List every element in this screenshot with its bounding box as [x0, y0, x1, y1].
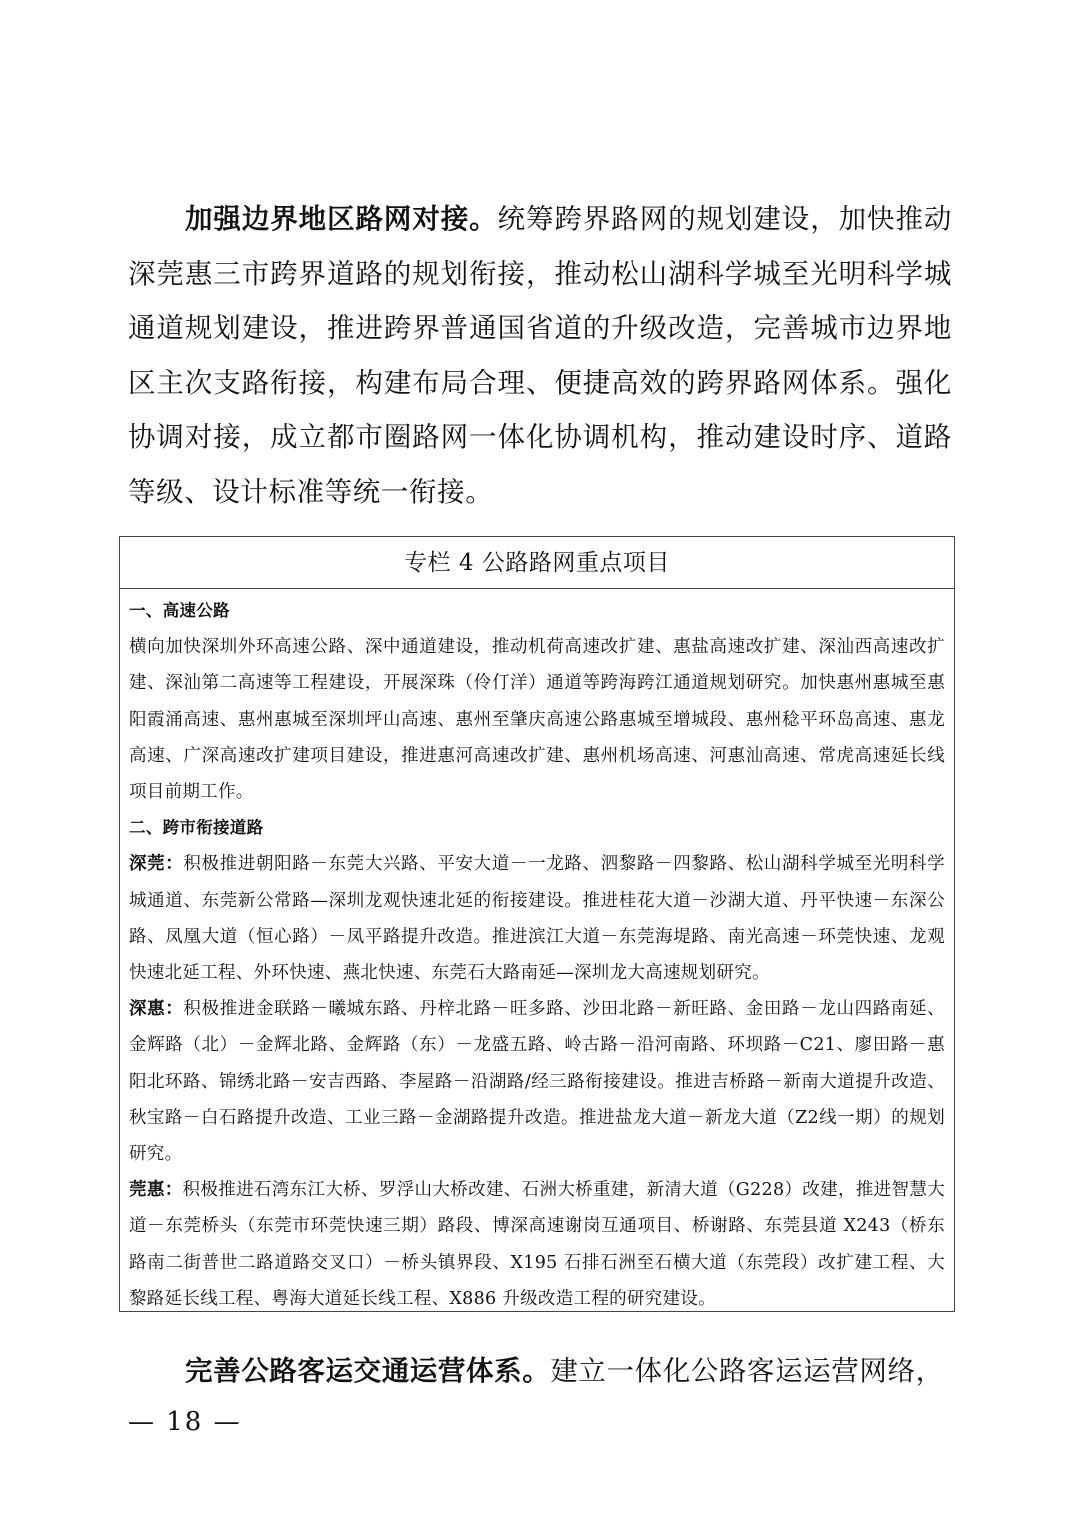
item-text: 积极推进石湾东江大桥、罗浮山大桥改建、石洲大桥重建，新清大道（G228）改建，推进智慧大道－东莞桥头（东莞市环莞快速三期）路段、博深高速谢岗互通项目、桥谢路、东莞县道 X243（桥东路南二街普世二路道路交叉口）－桥头镇界段、X195 石排石洲至石横大道（东莞段）改扩建工程、大黎路延长线工程、粤海大道延长线工程、X886 升级改造工程的研究建设。: [129, 1180, 945, 1309]
paragraph-border-road-network: [128, 192, 952, 519]
paragraph-text: 统筹跨界路网的规划建设，加快推动深莞惠三市跨界道路的规划衔接，推动松山湖科学城至光明科学城通道规划建设，推进跨界普通国省道的升级改造，完善城市边界地区主次支路衔接，构建布局合理、便捷高效的跨界路网体系。强化协调对接，成立都市圈路网一体化协调机构，推动建设时序、道路等级、设计标准等统一衔接。: [128, 203, 952, 508]
paragraph-lead: 完善公路客运交通运营体系。: [185, 1355, 551, 1387]
section-item-expressway: [129, 629, 945, 810]
paragraph-text: 建立一体化公路客运运营网络，: [550, 1355, 944, 1387]
region-label: 深惠：: [129, 999, 184, 1020]
feature-box-highway-projects: [119, 536, 955, 1312]
section-item-shenzhen-huizhou: [129, 991, 945, 1172]
item-text: 横向加快深圳外环高速公路、深中通道建设，推动机荷高速改扩建、惠盐高速改扩建、深汕西高速改扩建、深汕第二高速等工程建设，开展深珠（伶仃洋）通道等跨海跨江通道规划研究。加快惠州惠城至惠阳霞涌高速、惠州惠城至深圳坪山高速、惠州至肇庆高速公路惠城至增城段、惠州稔平环岛高速、惠龙高速、广深高速改扩建项目建设，推进惠河高速改扩建、惠州机场高速、河惠汕高速、常虎高速延长线项目前期工作。: [129, 637, 945, 803]
section-item-dongguan-huizhou: [129, 1172, 945, 1317]
item-text: 积极推进朝阳路－东莞大兴路、平安大道－一龙路、泗黎路－四黎路、松山湖科学城至光明科学城通道、东莞新公常路—深圳龙观快速北延的衔接建设。推进桂花大道－沙湖大道、丹平快速－东深公路、凤凰大道（恒心路）－凤平路提升改造。推进滨江大道－东莞海堤路、南光高速－环莞快速、龙观快速北延工程、外环快速、燕北快速、东莞石大路南延—深圳龙大高速规划研究。: [129, 854, 945, 984]
section-heading-expressway: 一、高速公路: [129, 601, 230, 620]
box-title: 专栏 4 公路路网重点项目: [120, 537, 954, 589]
page-number: — 18 —: [128, 1407, 242, 1437]
item-text: 积极推进金联路－曦城东路、丹梓北路－旺多路、沙田北路－新旺路、金田路－龙山四路南延、金辉路（北）－金辉北路、金辉路（东）－龙盛五路、岭古路－沿河南路、环坝路－C21、廖田路－惠阳北环路、锦绣北路－安吉西路、李屋路－沿湖路/经三路衔接建设。推进吉桥路－新南大道提升改造、秋宝路－白石路提升改造、工业三路－金湖路提升改造。推进盐龙大道－新龙大道（Z2线一期）的规划研究。: [129, 999, 945, 1165]
region-label: 深莞：: [129, 854, 184, 875]
box-body: [120, 589, 954, 1317]
paragraph-passenger-transport: [128, 1344, 952, 1399]
section-item-shenzhen-dongguan: [129, 846, 945, 991]
region-label: 莞惠：: [129, 1180, 183, 1201]
section-heading-cross-city-roads: 二、跨市衔接道路: [129, 818, 264, 838]
paragraph-lead: 加强边界地区路网对接。: [185, 203, 498, 235]
